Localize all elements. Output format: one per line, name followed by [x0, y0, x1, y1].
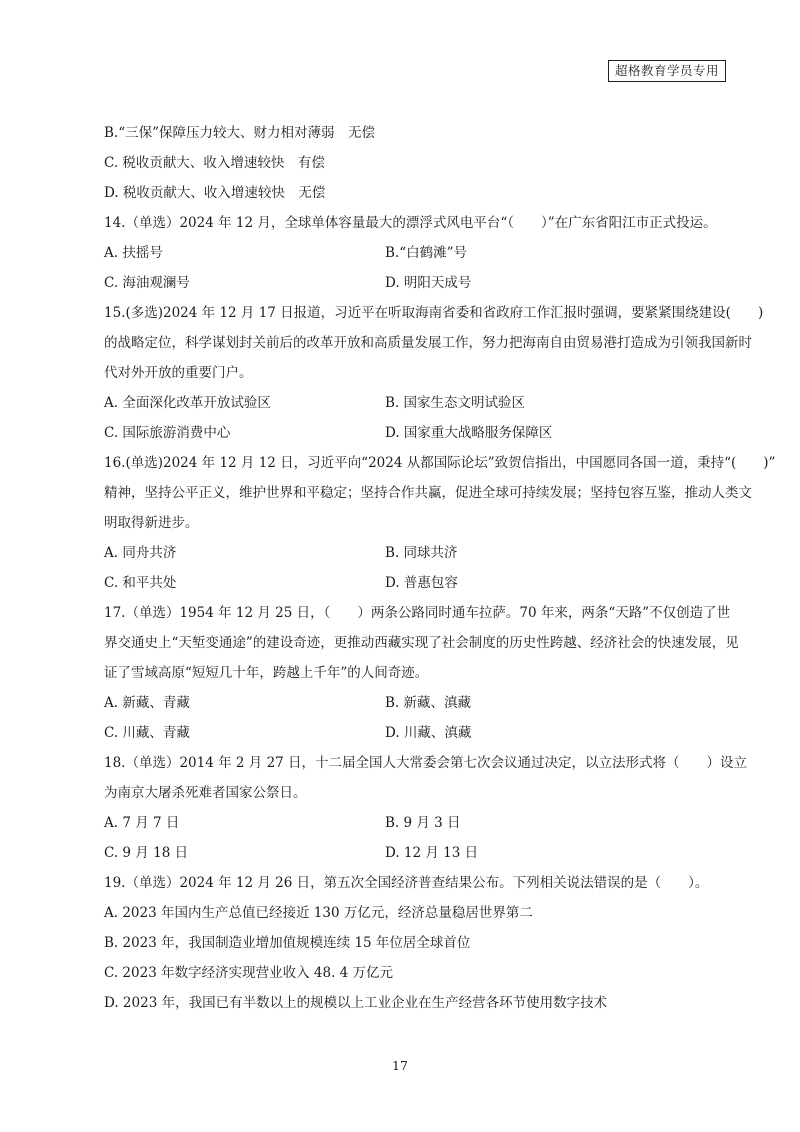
option-c: C. 9 月 18 日: [104, 845, 189, 861]
option-d: D. 税收贡献大、收入增速较快 无偿: [104, 185, 326, 201]
header-badge: 超格教育学员专用: [608, 60, 726, 82]
question-stem-line: 代对外开放的重要门户。: [104, 365, 253, 381]
option-d: D. 国家重大战略服务保障区: [385, 425, 553, 441]
question-stem-line: 为南京大屠杀死难者国家公祭日。: [104, 785, 307, 801]
option-b: B. 2023 年，我国制造业增加值规模连续 15 年位居全球首位: [104, 935, 471, 951]
option-row: [104, 808, 724, 838]
question-stem-line: 的战略定位，科学谋划封关前后的改革开放和高质量发展工作，努力把海南自由贸易港打造成为引领我国新时: [104, 335, 752, 351]
option-d: D. 2023 年，我国已有半数以上的规模以上工业企业在生产经营各环节使用数字技术: [104, 995, 608, 1011]
option-c: C. 税收贡献大、收入增速较快 有偿: [104, 155, 325, 171]
option-row: [104, 538, 724, 568]
question-stem-line: 界交通史上“天堑变通途”的建设奇迹，更推动西藏实现了社会制度的历史性跨越、经济社会的快速发展，见: [104, 635, 739, 651]
option-row: [104, 418, 724, 448]
question-stem-line: 17.（单选）1954 年 12 月 25 日，（ ）两条公路同时通车拉萨。70 年来，两条“天路”不仅创造了世: [104, 605, 731, 621]
question-list: [104, 118, 776, 1018]
option-row: [104, 568, 724, 598]
option-b: B. 同球共济: [385, 545, 458, 561]
option-c: C. 和平共处: [104, 575, 177, 591]
option-b: B.“三保”保障压力较大、财力相对薄弱 无偿: [104, 125, 376, 141]
option-row: [104, 238, 724, 268]
question-13-options: [104, 118, 724, 208]
option-d: D. 12 月 13 日: [385, 845, 479, 861]
option-row: [104, 688, 724, 718]
option-c: C. 川藏、青藏: [104, 725, 190, 741]
option-c: C. 2023 年数字经济实现营业收入 48. 4 万亿元: [104, 965, 394, 981]
option-a: A. 7 月 7 日: [104, 815, 180, 831]
question-stem: 14.（单选）2024 年 12 月，全球单体容量最大的漂浮式风电平台“（ ）”在广东省阳江市正式投运。: [104, 215, 717, 231]
option-c: C. 海油观澜号: [104, 275, 190, 291]
option-b: B.“白鹤滩”号: [385, 245, 468, 261]
question-stem-line: 明取得新进步。: [104, 515, 199, 531]
option-b: B. 新藏、滇藏: [385, 695, 472, 711]
option-row: [104, 838, 724, 868]
question-stem-line: 证了雪域高原“短短几十年，跨越上千年”的人间奇迹。: [104, 665, 429, 681]
question-stem-line: 16.(单选)2024 年 12 月 12 日，习近平向“2024 从都国际论坛”致贺信指出，中国愿同各国一道，秉持“( )”: [104, 455, 776, 471]
question-16: [104, 448, 776, 598]
question-stem-line: 18.（单选）2014 年 2 月 27 日，十二届全国人大常委会第七次会议通过决定，以立法形式将（ ）设立: [104, 755, 748, 771]
option-d: D. 川藏、滇藏: [385, 725, 472, 741]
question-18: [104, 748, 748, 868]
option-row: [104, 268, 724, 298]
option-row: [104, 388, 724, 418]
option-a: A. 扶摇号: [104, 245, 163, 261]
question-17: [104, 598, 739, 748]
question-15: [104, 298, 764, 448]
question-stem: 19.（单选）2024 年 12 月 26 日，第五次全国经济普查结果公布。下列相关说法错误的是（ ）。: [104, 875, 709, 891]
question-stem-line: 精神，坚持公平正义，维护世界和平稳定；坚持合作共赢，促进全球可持续发展；坚持包容互鉴，推动人类文: [104, 485, 752, 501]
question-stem-line: 15.(多选)2024 年 12 月 17 日报道，习近平在听取海南省委和省政府工作汇报时强调，要紧紧围绕建设( ): [104, 305, 764, 321]
option-b: B. 国家生态文明试验区: [385, 395, 526, 411]
option-c: C. 国际旅游消费中心: [104, 425, 231, 441]
option-a: A. 同舟共济: [104, 545, 177, 561]
option-b: B. 9 月 3 日: [385, 815, 461, 831]
option-d: D. 普惠包容: [385, 575, 458, 591]
question-19: [104, 868, 724, 1018]
option-a: A. 2023 年国内生产总值已经接近 130 万亿元，经济总量稳居世界第二: [104, 905, 533, 921]
page-number: 17: [392, 1058, 408, 1073]
option-row: [104, 718, 724, 748]
option-a: A. 新藏、青藏: [104, 695, 190, 711]
option-d: D. 明阳天成号: [385, 275, 472, 291]
question-14: [104, 208, 724, 298]
option-a: A. 全面深化改革开放试验区: [104, 395, 271, 411]
